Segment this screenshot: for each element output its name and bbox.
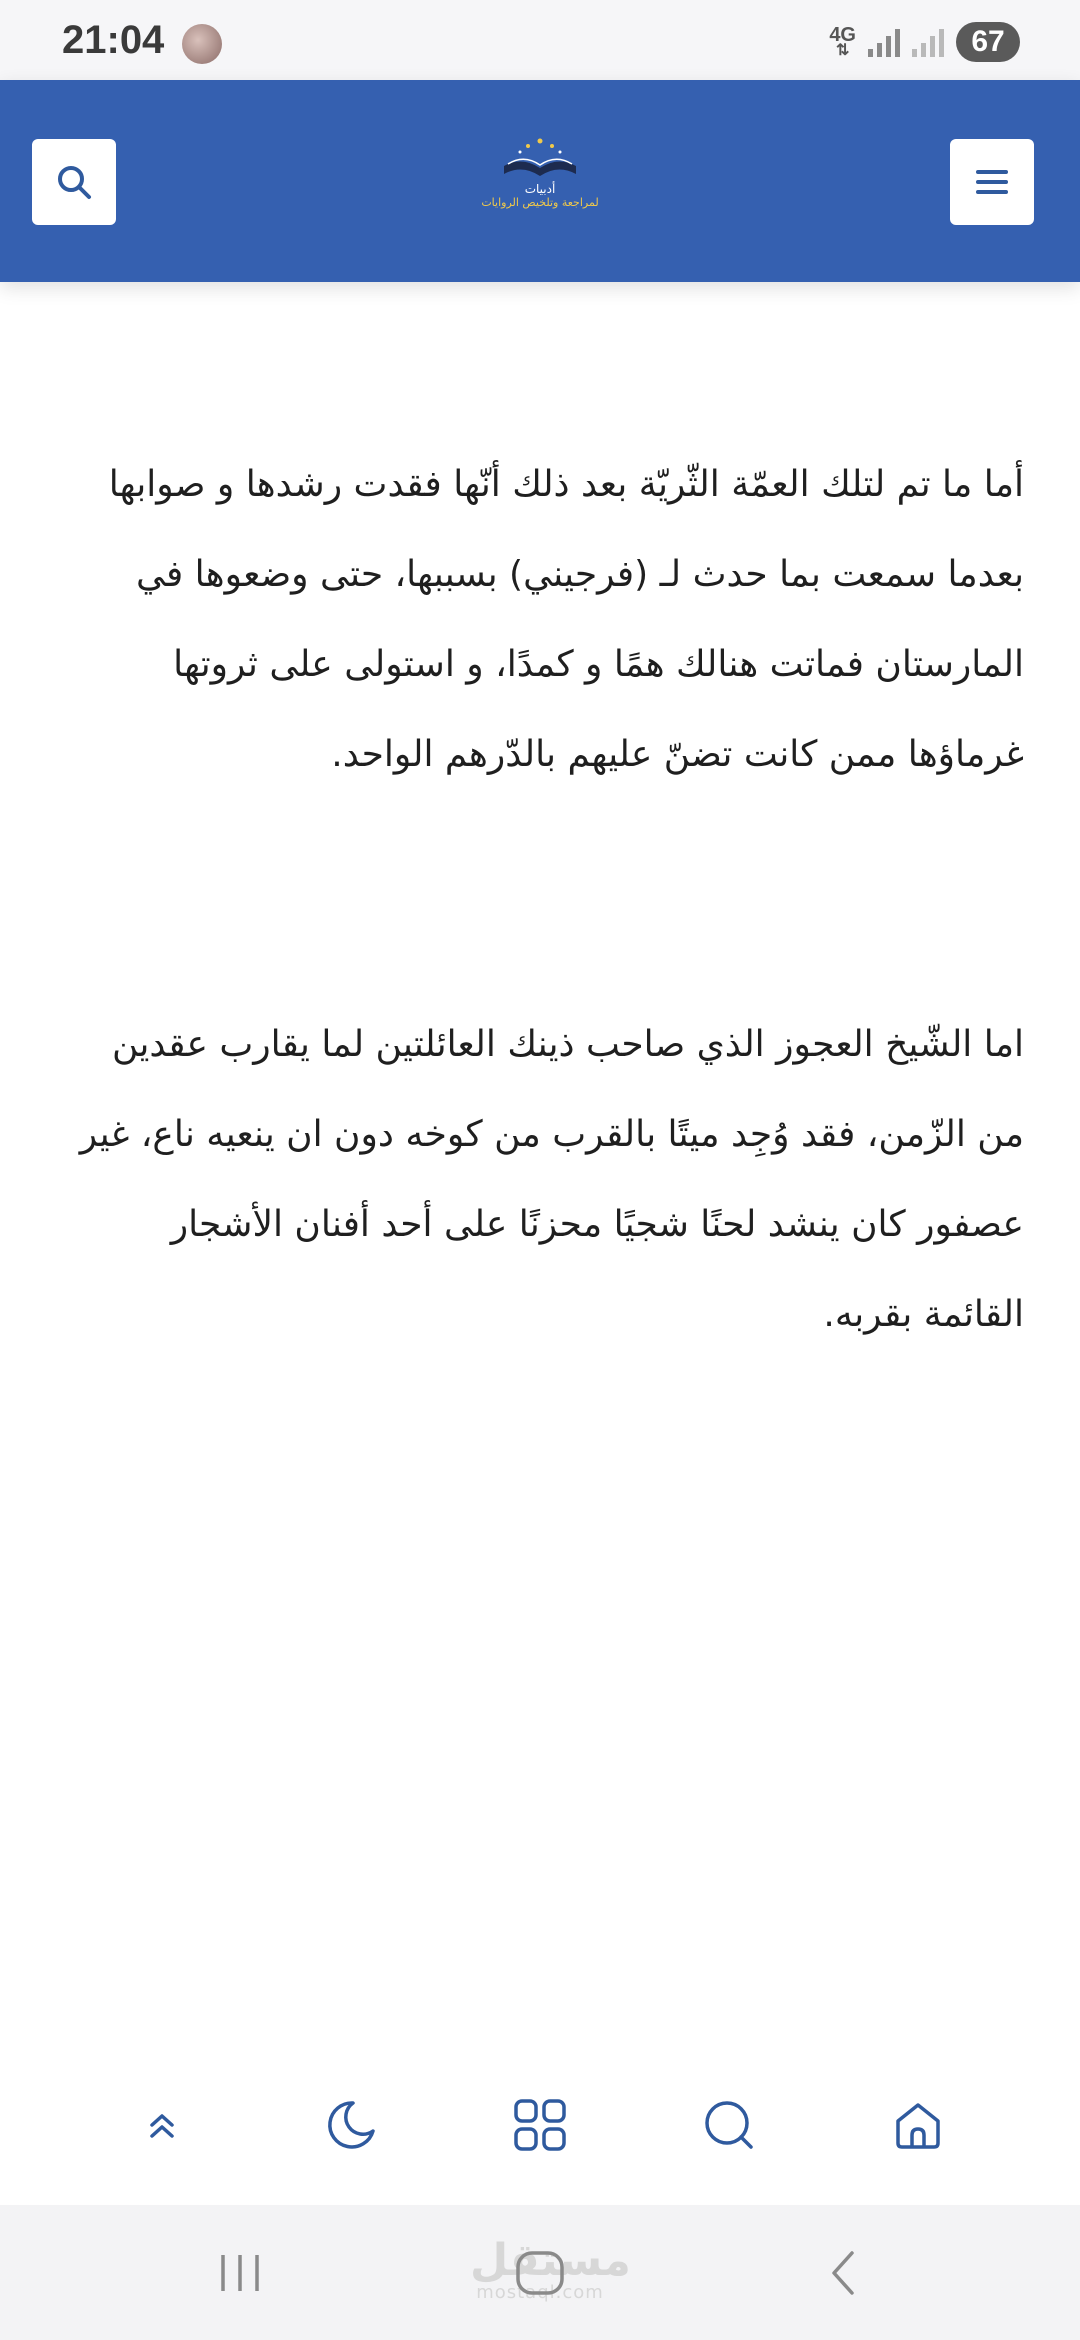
home-icon — [890, 2097, 946, 2153]
back-button[interactable] — [804, 2241, 884, 2305]
signal-strength-icon — [868, 27, 900, 57]
search-icon — [54, 162, 94, 202]
article-paragraph: اما الشّيخ العجوز الذي صاحب ذينك العائلتين لما يقارب عقدين من الزّمن، فقد وُجِد ميتًا بالقرب من كوخه دون ان ينعيه ناع، غير عصفور كان ينشد لحنًا شجيًا محزنًا على أحد أفنان الأشجار القائمة بقربه. — [79, 1024, 1024, 1335]
data-arrows-icon: ⇅ — [835, 42, 850, 59]
network-type-icon — [829, 26, 856, 58]
notification-avatar-icon — [182, 24, 222, 64]
tabs-button[interactable] — [504, 2089, 576, 2161]
watermark-text: مستقل — [470, 2235, 631, 2286]
browser-toolbar — [0, 2065, 1080, 2185]
network-type-label: 4G — [829, 24, 856, 46]
scroll-top-button[interactable] — [126, 2089, 198, 2161]
dark-mode-button[interactable] — [315, 2089, 387, 2161]
dark-mode-icon — [323, 2097, 379, 2153]
back-icon — [822, 2245, 866, 2301]
site-logo[interactable] — [470, 136, 610, 228]
header-search-button[interactable] — [32, 139, 116, 225]
system-nav-bar — [0, 2205, 1080, 2340]
header-menu-button[interactable] — [950, 139, 1034, 225]
watermark-sub: mostaql.com — [476, 2282, 604, 2303]
signal-strength-secondary-icon — [912, 27, 944, 57]
battery-level: 67 — [971, 25, 1005, 58]
logo-subtitle: لمراجعة وتلخيص الروايات — [481, 196, 599, 209]
home-button[interactable] — [882, 2089, 954, 2161]
find-button[interactable] — [693, 2089, 765, 2161]
status-time: 21:04 — [62, 18, 165, 62]
search-icon — [701, 2097, 757, 2153]
status-indicators — [829, 20, 1020, 64]
hamburger-menu-icon — [972, 162, 1012, 202]
article-paragraph: أما ما تم لتلك العمّة الثّريّة بعد ذلك أنّها فقدت رشدها و صوابها بعدما سمعت بما حدث لـ (فرجيني) بسببها، حتى وضعوها في المارستان فماتت هنالك همًا و كمدًا، و استولى على ثروتها غرماؤها ممن كانت تضنّ عليهم بالدّرهم الواحد. — [108, 464, 1024, 775]
open-book-icon — [498, 136, 582, 182]
article-body — [60, 440, 1024, 1360]
recent-apps-button[interactable] — [200, 2241, 280, 2305]
battery-icon — [956, 22, 1020, 62]
site-header — [0, 80, 1080, 282]
tabs-grid-icon — [512, 2097, 568, 2153]
home-circle-icon — [512, 2245, 568, 2301]
recent-apps-icon — [215, 2251, 265, 2295]
scroll-top-icon — [142, 2105, 182, 2145]
system-home-button[interactable] — [500, 2241, 580, 2305]
logo-title: أدبيات — [524, 182, 556, 196]
status-bar — [0, 0, 1080, 80]
